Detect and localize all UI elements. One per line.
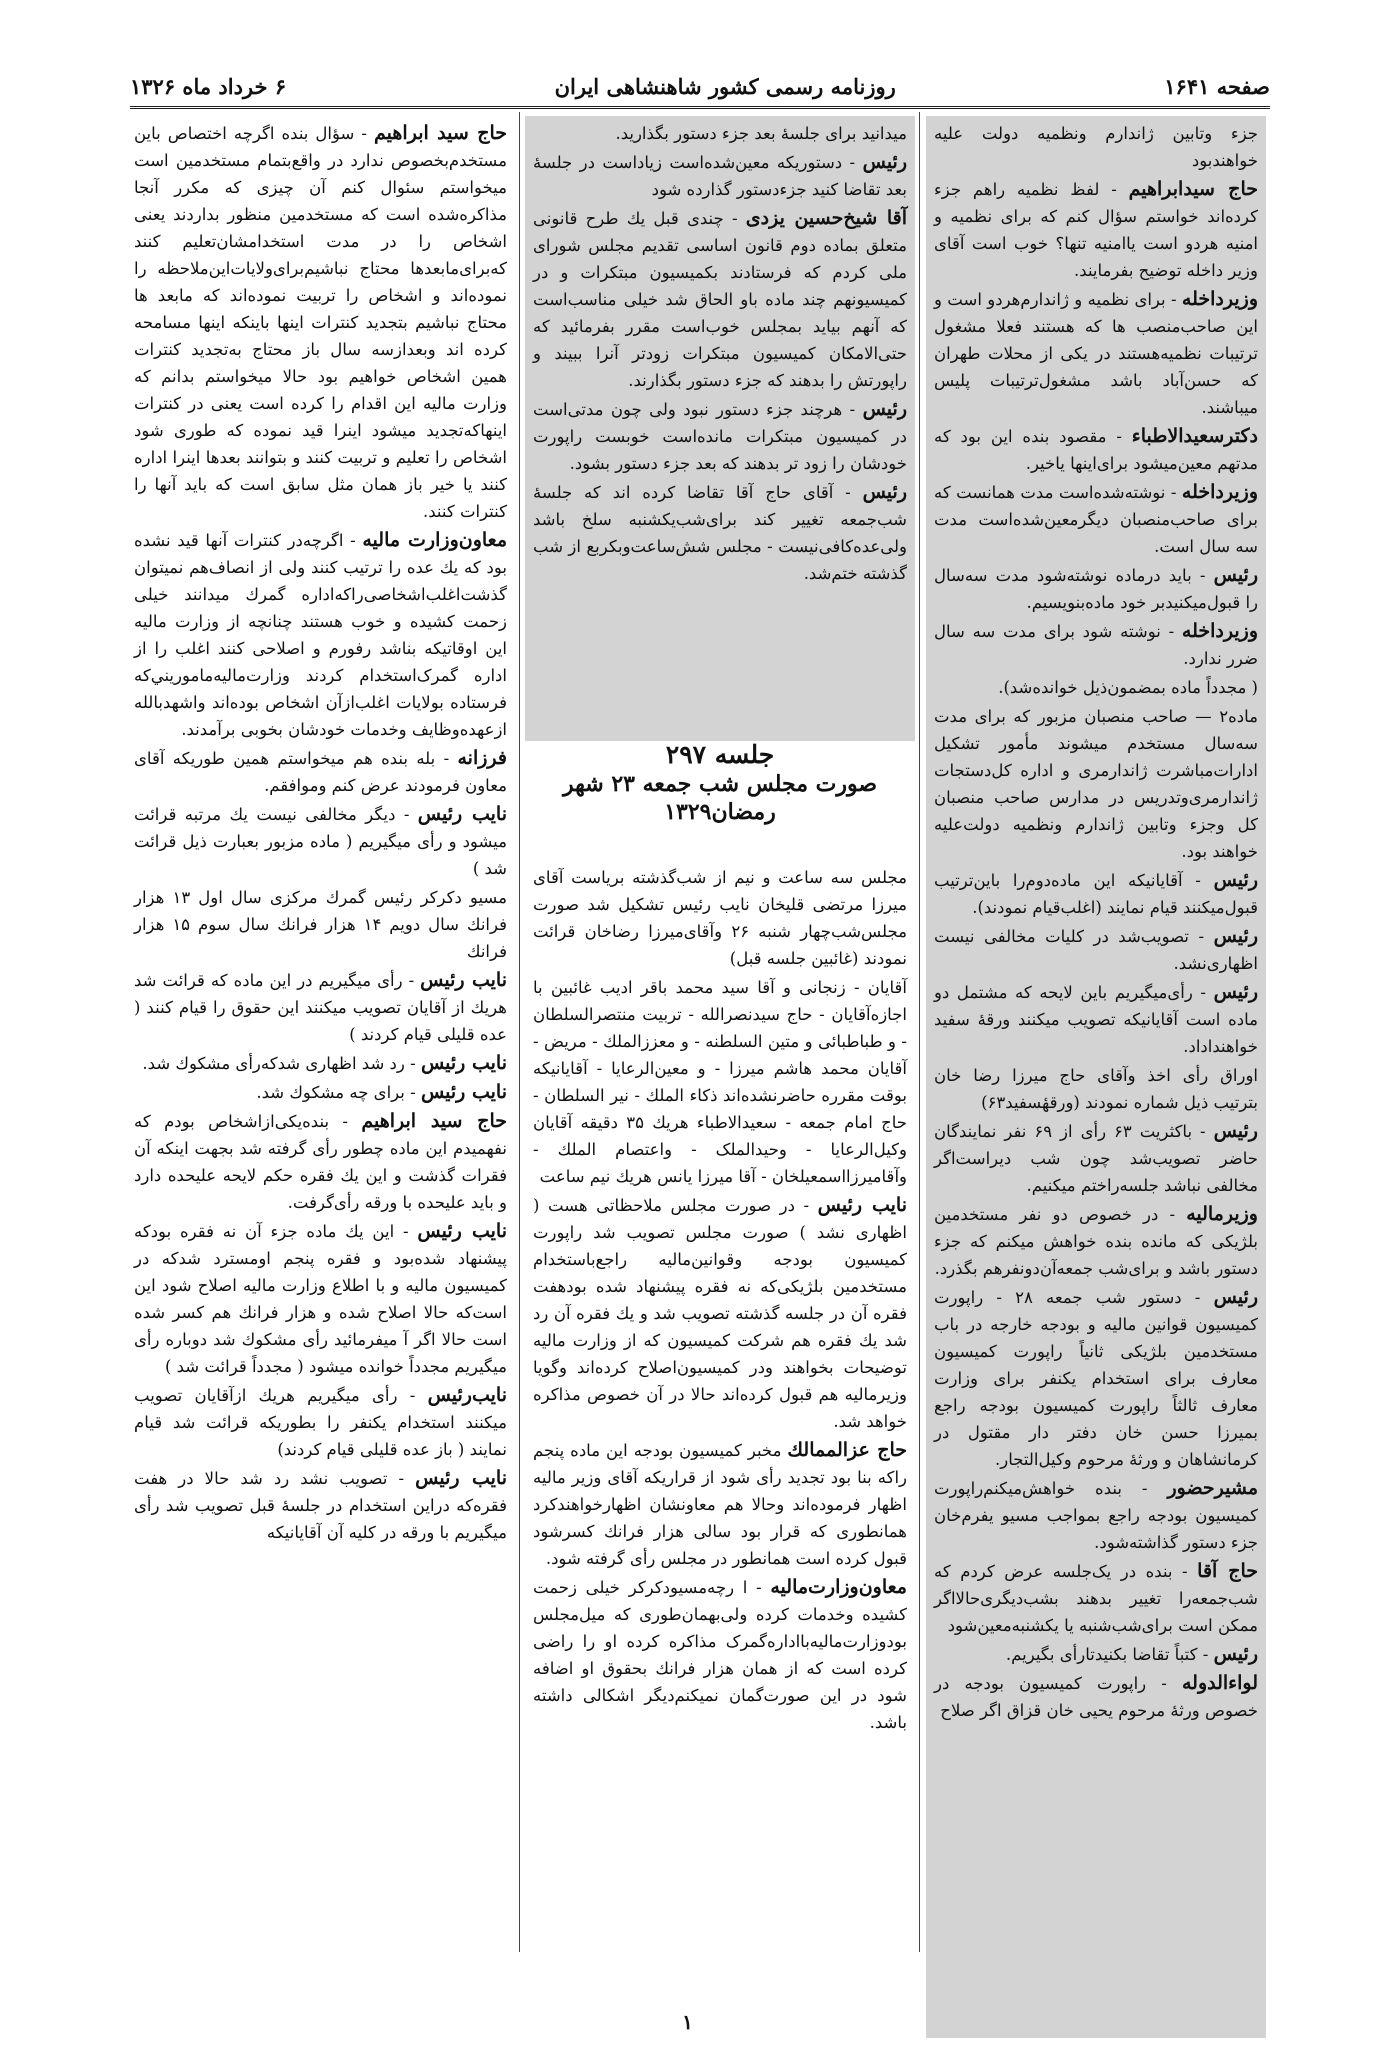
page-footer-number: ۱ xyxy=(682,2010,693,2034)
paragraph-text: - بنده در یک‌جلسه عرض کردم که شب‌جمعه‌را تغییر بدهند بشب‌دیگری‌حالااگر ممکن است برای‌شب‌شنبه یا یکشنبه‌معین‌شود xyxy=(934,1562,1258,1635)
paragraph xyxy=(533,864,907,972)
paragraph xyxy=(934,120,1258,174)
paragraph-text: - آقای حاج آقا تقاضا کرده اند که جلسهٔ شب‌جمعه تغییر کند برای‌شب‌یکشنبه سلخ باشد ولی‌عده‌کافی‌نیست - مجلس شش‌ساعت‌وبکربع از شب گذشته ختم‌شد. xyxy=(533,483,907,583)
speaker-name: وزیرداخله xyxy=(1181,481,1258,503)
paragraph xyxy=(134,1050,507,1077)
paragraph xyxy=(934,423,1258,477)
paragraph xyxy=(533,205,907,394)
paragraph xyxy=(934,1558,1258,1639)
paragraph-text: - برای چه مشکوك شد. xyxy=(256,1083,416,1102)
speaker-name: معاون‌وزارت‌مالیه xyxy=(770,1576,907,1598)
paragraph-text: - در خصوص دو نفر مستخدمین بلژیکی که مانده بنده خواهش میکنم که جزء دستور باشد و برای‌شب جمعه‌آن‌دونفرهم بگذرد. xyxy=(934,1205,1258,1278)
paragraph-text: - دستور شب جمعه ۲۸ - راپورت کمیسیون قوانین مالیه و بودجه خارجه در باب مستخدمین بلژیکی ثانیاً راپورت کمیسیون معارف برای استخدام یکنفر برای وزارت معارف ثالثاً راپورت کمیسیون بودجه راجع بمیرزا حسن خان دفتر دار مقتول در کرمانشاهان و ورثهٔ مرحوم وکیل‌التجار. xyxy=(934,1288,1258,1469)
page-header xyxy=(130,66,1270,109)
paragraph-text: - بله بنده هم میخواستم همین طوریکه آقای معاون فرمودند عرض کنم وموافقم. xyxy=(134,749,507,795)
speaker-name: نایب رئیس xyxy=(420,1081,507,1103)
paragraph-text: - مقصود بنده این بود که مدتهم معین‌میشود برای‌اینها یاخیر. xyxy=(934,427,1258,473)
paragraph-text: - رأی میگیریم هریك ازآقایان تصویب میکنند استخدام یکنفر را بطوریکه قرائت شد قیام نمایند ( باز عده قلیلی قیام کردند) xyxy=(134,1386,507,1459)
speaker-name: وزیرداخله xyxy=(1181,620,1258,642)
paragraph xyxy=(934,618,1258,672)
speaker-name: رئیس xyxy=(862,481,907,503)
paragraph-text: اوراق رأی اخذ وآقای حاج میرزا رضا خان بترتیب ذیل شماره نمودند (ورقهٔسفید۶۳) xyxy=(934,1066,1258,1112)
paragraph xyxy=(934,1284,1258,1473)
paragraph-text: - هرچند جزء دستور نبود ولی چون مدتی‌است در کمیسیون مبتکرات مانده‌است خوبست راپورت خودشان را زود تر بدهند که بعد جزء دستور بشود. xyxy=(533,400,907,473)
paragraph xyxy=(934,867,1258,921)
paragraph xyxy=(934,1641,1258,1668)
paragraph-text: - باکثریت ۶۳ رأی از ۶۹ نفر نمایندگان حاضر تصویب‌شد چون شب دیراست‌اگر مخالفی نباشد جلسه‌راختم میکنیم. xyxy=(934,1122,1258,1195)
paragraph xyxy=(134,120,507,525)
paragraph-text: - دیگر مخالفی نیست یك مرتبه قرائت میشود و رأی میگیریم ( ماده مزبور بعبارت ذیل قرائت شد ) xyxy=(134,805,507,878)
paragraph-text: - نوشته‌شده‌است مدت همانست که برای صاحب‌منصبان دیگرمعین‌شده‌است مدت سه سال است. xyxy=(934,483,1258,556)
paragraph-text: - تصویب نشد رد شد حالا در هفت فقره‌که دراین استخدام در جلسهٔ قبل تصویب شد رأی میگیریم با ورقه در کلیه آن آقایانیکه xyxy=(134,1469,507,1542)
paragraph-text: - بنده‌یکی‌ازاشخاص بودم که نفهمیدم این ماده چطور رأی گرفته شد بجهت اینکه آن فقرات گذشت و این یك فقره حکم لایحه علیحده دارد و باید علیحده با ورقه رأی‌گرفت. xyxy=(134,1112,507,1212)
paragraph-text: - رأی میگیریم در این ماده که قرائت شد هریك از آقایان تصویب میکنند این حقوق را قیام کنند ( عده قلیلی قیام کردند ) xyxy=(134,971,507,1044)
paragraph-text: - کتباً تقاضا بکنید‌تارأی بگیریم. xyxy=(1005,1645,1209,1664)
paragraph-text: - تصویب‌شد در کلیات مخالفی نیست اظهاری‌نشد. xyxy=(934,927,1258,973)
speaker-name: رئیس xyxy=(1213,869,1258,891)
paragraph-text: مسیو دکرکر رئیس گمرك مرکزی سال اول ۱۳ هزار فرانك سال دویم ۱۴ هزار فرانك سال سوم ۱۵ هزار فرانك xyxy=(134,888,508,961)
paragraph-text: ( مجدداً ماده بمضمون‌ذیل خوانده‌شد). xyxy=(998,678,1258,697)
paragraph xyxy=(134,884,507,965)
speaker-name: نایب رئیس xyxy=(817,1194,908,1216)
session-heading xyxy=(525,740,915,855)
paragraph xyxy=(533,1574,907,1736)
paragraph-text: - برای نظمیه و ژاندارم‌هردو است و این صاحب‌منصب ها که هستند فعلا مشغول ترتیبات نظمیه‌هستند در یکی از محلات طهران که حسن‌آباد باشد مشغول‌ترتیبات پلیس میباشند. xyxy=(934,290,1258,417)
paragraph-text: مجلس سه ساعت و نیم از شب‌گذشته بریاست آقای میرزا مرتضی قلیخان نایب رئیس تشکیل شد صورت مجلس‌شب‌چهار شنبه ۲۶ وآقای‌میرزا رضاخان قرائت نمودند (غائبین جلسه قبل) xyxy=(533,868,908,968)
paragraph xyxy=(533,1437,907,1572)
speaker-name: حاج سیدابراهیم xyxy=(1128,178,1258,200)
middle-column-bottom xyxy=(525,860,915,2000)
paragraph xyxy=(934,1062,1258,1116)
paragraph xyxy=(134,967,507,1048)
paragraph xyxy=(533,974,907,1190)
speaker-name: نایب رئیس xyxy=(420,1052,507,1074)
speaker-name: وزیرمالیه xyxy=(1186,1203,1258,1225)
paragraph xyxy=(134,1382,507,1463)
paragraph xyxy=(134,1218,507,1380)
speaker-name: رئیس xyxy=(1213,1120,1258,1142)
speaker-name: دکترسعیدالاطباء xyxy=(1131,425,1258,447)
paragraph-text: میدانید برای جلسهٔ بعد جزء دستور بگذارید. xyxy=(615,124,907,143)
paragraph xyxy=(533,120,907,147)
page-number-label: صفحه ۱۶۴۱ xyxy=(1164,73,1270,99)
speaker-name: رئیس xyxy=(1213,981,1258,1003)
paragraph xyxy=(934,562,1258,616)
paragraph-text: - لفظ نظمیه راهم جزء کرده‌اند خواستم سؤال کنم که برای نظمیه و امنیه هردو است یاامنیه تنها؟ خوب است آقای وزیر داخله توضیح بفرمایند. xyxy=(934,180,1258,280)
speaker-name: نایب‌رئیس xyxy=(427,1384,508,1406)
speaker-name: رئیس xyxy=(862,151,908,173)
paragraph xyxy=(934,286,1258,421)
speaker-name: نایب رئیس xyxy=(420,969,507,991)
column-divider xyxy=(519,112,520,1952)
paragraph xyxy=(934,1475,1258,1556)
paragraph xyxy=(533,149,907,203)
speaker-name: رئیس xyxy=(1213,1286,1258,1308)
paragraph-text: - سؤال بنده اگرچه اختصاص باین مستخدم‌بخصوص ندارد در واقع‌بتمام مستخدمین است میخواستم سئوال کنم آن چیزی که مکرر آنجا مذاکره‌شده است که مستخدمین منظور بداردند یعنی اشخاص را در مدت استخدامشان‌تعلیم کنند که‌برای‌مابعدها محتاج نباشیم‌برای‌ولایات‌این‌ملاحظه را نموده‌اند و اشخاص را تربیت نموده‌اند که مابعد ها محتاج نباشیم بتجدید کنترات اینها باینکه اینها مسامحه کرده اند وبعدازسه سال باز محتاج به‌تجدید کنترات همین اشخاص خواهیم بود حالا میخواستم بدانم که وزارت مالیه این اقدام را کرده است یعنی در کنترات اینهاکه‌تجدید میشود اینرا قید نموده که طوری شود اشخاص را تعلیم و تربیت کنند و بتوانند بعدها اینرا اداره کنند یا خیر باز همان مثل سابق است که باید آنها را کنترات کنند. xyxy=(134,124,507,521)
paragraph xyxy=(934,1118,1258,1199)
paragraph xyxy=(134,1465,507,1546)
paragraph-text: - نوشته شود برای مدت سه سال ضرر ندارد. xyxy=(934,622,1258,668)
paragraph xyxy=(134,527,507,743)
speaker-name: مشیرحضور xyxy=(1167,1477,1259,1499)
paragraph-text: جزء وتابین ژاندارم ونظمیه دولت علیه خواهندبود xyxy=(934,124,1258,170)
speaker-name: رئیس xyxy=(1213,1643,1258,1665)
session-title: صورت مجلس شب جمعه ۲۳ شهر رمضان۱۳۲۹ xyxy=(562,771,878,825)
paragraph-text: - آقایانیکه این ماده‌دوم‌را باین‌ترتیب قبول‌میکنند قیام نمایند (اغلب‌قیام نمودند). xyxy=(934,871,1258,917)
paragraph xyxy=(134,745,507,799)
paragraph xyxy=(533,396,907,477)
paragraph xyxy=(134,1108,507,1216)
paragraph xyxy=(934,923,1258,977)
speaker-name: نایب رئیس xyxy=(417,803,507,825)
paragraph-text: مخبر کمیسیون بودجه این ماده پنجم راکه بنا بود تجدید رأی شود از قراریکه آقای وزیر مالیه اظهار فرموده‌اند وحالا هم معاونشان اظهارخواهندکرد همانطوری که قرار بود سالی هزار فرانك کسرشود قبول کرده است همانطور در مجلس رأی گرفته شود. xyxy=(533,1441,907,1568)
middle-column-top xyxy=(525,116,915,741)
speaker-name: نایب رئیس xyxy=(415,1467,507,1489)
paragraph-text: - باید درماده نوشته‌شود مدت سه‌سال را قبول‌میکنیدبر خود ماده‌بنویسیم. xyxy=(934,566,1258,612)
paragraph-text: - ا رچه‌مسیودکرکر خیلی زحمت کشیده وخدمات کرده ولی‌بهمان‌طوری که میل‌مجلس بودوزارت‌مالیه‌بااداره‌گمرک مذاکره کرده او را راضی کرده است که از همان هزار فرانك بحقوق او اضافه شود در این صورت‌گمان نمیکنم‌دیگر اشکالی داشته باشد. xyxy=(533,1578,907,1732)
paragraph-text: - راپورت کمیسیون بودجه در خصوص ورثهٔ مرحوم یحیی خان قزاق اگر صلاح xyxy=(934,1674,1258,1720)
speaker-name: معاون‌وزارت مالیه xyxy=(362,529,508,551)
paragraph-text: - چندی قبل یك طرح قانونی متعلق بماده دوم قانون اساسی تقدیم مجلس شورای ملی کردم که فرستادند بکمیسیون مبتکرات و در کمیسیونهم چند ماده باو الحاق شد خیلی مناسب‌است که آنهم بیاید بمجلس خوب‌است مقرر بفرمائید که حتی‌الامکان کمیسیون مبتکرات زودتر آنرا ببیند و راپورتش را بدهند که جزء دستور بگذارند. xyxy=(533,209,907,390)
paragraph xyxy=(934,1670,1258,1724)
paragraph xyxy=(134,1079,507,1106)
paragraph xyxy=(934,176,1258,284)
paragraph-text: - در صورت مجلس ملاحظاتی هست ( اظهاری نشد ) صورت مجلس تصویب شد راپورت کمیسیون بودجه وقوانین‌مالیه راجع‌باستخدام مستخدمین بلژیکی‌که نه فقره پیشنهاد شده بودهفت فقره آن در جلسه گذشته تصویب شد و یك فقره آن رد شد یك فقره هم شرکت کمیسیون که از وزارت مالیه توضیحات بخواهند ودر کمیسیون‌اصلاح کرده‌اند وگویا وزیرمالیه هم قبول کرده‌اند حالا در آن خصوص مذاکره خواهد شد. xyxy=(533,1196,907,1431)
speaker-name: فرزانه xyxy=(457,747,507,769)
paragraph xyxy=(934,674,1258,701)
speaker-name: لواءالدوله xyxy=(1181,1672,1258,1694)
paragraph xyxy=(533,1192,907,1435)
publication-title: روزنامه رسمی کشور شاهنشاهی ایران xyxy=(554,73,896,99)
speaker-name: حاج سید ابراهیم xyxy=(374,122,507,144)
speaker-name: حاج عزالممالك xyxy=(787,1439,907,1461)
paragraph-text: - اگرچه‌در کنترات آنها قید نشده بود که یك عده را ترتیب کنند ولی از انصاف‌هم نمیتوان گذشت‌اغلب‌اشخاصی‌را‌که‌اداره گمرك میدانند خیلی زحمت کشیده و خوب هستند چنانچه از وزارت مالیه این اوقاتیکه بناشد رفورم و اصلاحی کنند اغلب را از اداره گمرک‌استخدام کردند وزارت‌مالیه‌ماموریني‌که فرستاده بولایات اغلب‌از‌آن اشخاص بوده‌اند واشهدبالله ازعهده‌وظایف وخدمات خودشان بخوبی برآمدند. xyxy=(134,531,507,739)
paragraph-text: - دستوریکه معین‌شده‌است زیاداست در جلسهٔ بعد تقاضا کنید جزءدستور گذارده شود xyxy=(533,153,907,199)
paragraph xyxy=(934,479,1258,560)
speaker-name: نایب رئیس xyxy=(417,1220,508,1242)
paragraph xyxy=(934,1201,1258,1282)
issue-date: ۶ خرداد ماه ۱۳۲۶ xyxy=(130,73,287,99)
speaker-name: رئیس xyxy=(1213,925,1258,947)
paragraph-text: - رأی‌میگیریم باین لایحه که مشتمل دو ماده است آقایانیکه تصویب میکنند ورقهٔ سفید خواهنداداد. xyxy=(934,983,1258,1056)
speaker-name: رئیس xyxy=(862,398,907,420)
speaker-name: آقا شیخ‌حسین یزدی xyxy=(745,207,907,229)
paragraph-text: - بنده خواهش‌میکنم‌راپورت کمیسیون بودجه راجع بمواجب مسیو یفرم‌خان جزء دستور گذاشته‌شود. xyxy=(934,1479,1258,1552)
speaker-name: حاج آقا xyxy=(1197,1560,1258,1582)
speaker-name: رئیس xyxy=(1213,564,1259,586)
paragraph xyxy=(533,479,907,587)
paragraph-text: - رد شد اظهاری شدکه‌رأی مشکوك شد. xyxy=(142,1054,416,1073)
speaker-name: وزیرداخله xyxy=(1181,288,1258,310)
paragraph-text: ماده۲ — صاحب منصبان مزبور که برای مدت سه‌سال مستخدم میشوند مأمور تشکیل ادارات‌مباشرت ژاندارمری و اداره کل‌دستجات ژاندارمری‌و‌تدریس در مدارس صاحب منصبان کل وجزء وتابین ژاندارم ونظمیه دولت‌علیه خواهند بود. xyxy=(934,707,1258,861)
paragraph xyxy=(134,801,507,882)
paragraph xyxy=(934,703,1258,865)
speaker-name: حاج سید ابراهیم xyxy=(361,1110,507,1132)
right-column xyxy=(926,116,1266,2038)
session-number: جلسه ۲۹۷ xyxy=(665,740,775,769)
paragraph-text: آقایان - زنجانی و آقا سید محمد باقر ادیب غائبین با اجازه‌آقایان - حاج سیدنصرالله - تربیت منتصرالسلطان - و طباطبائی و متین السلطنه - و معززالملك - مریض - آقایان محمد هاشم میرزا - و معین‌الرعایا - آقایانیکه بوقت مقرره حاضرنشده‌اند ذکاء الملك - نیر السلطان - حاج امام جمعه - سعیدالاطباء هریك ۳۵ دقیقه آقایان وکیل‌الرعایا - وحیدالملک - واعتصام الملك - وآقامیرزااسمعیلخان - آقا میرزا یانس هریك نیم ساعت xyxy=(533,978,907,1186)
paragraph-text: - این یك ماده جزء آن نه فقره بود‌که پیشنهاد شده‌بود و فقره پنجم اومسترد شد‌که در کمیسیون مالیه و با اطلاع وزارت مالیه اصلاح شود این است‌که حالا اصلاح شده و هزار فرانك هم کسر شده است حالا اگر آ میفرمائید رأی مشکوك شد دوباره رأی میگیریم مجدداً خوانده میشود ( مجدداً قرائت شد ) xyxy=(134,1222,507,1376)
left-column xyxy=(128,116,513,1956)
column-divider xyxy=(919,112,920,1952)
paragraph xyxy=(934,979,1258,1060)
